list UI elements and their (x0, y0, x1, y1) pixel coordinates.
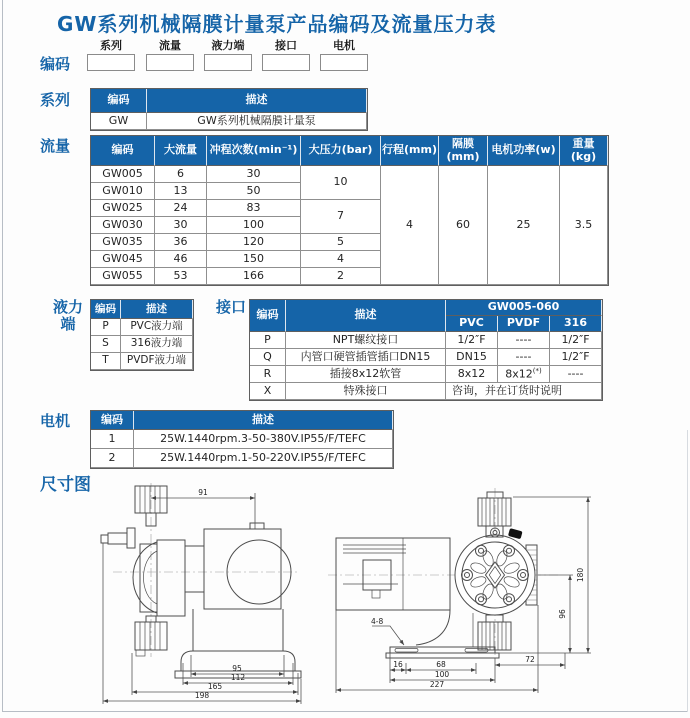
code-field-motor (320, 39, 368, 71)
cell: T (91, 353, 121, 370)
code-input-box[interactable] (262, 54, 310, 71)
col-header: 316 (550, 316, 602, 332)
dim-mount-holes: 4-8 (371, 617, 384, 626)
series-table (90, 88, 368, 131)
cell: ---- (498, 332, 550, 349)
footnote-marker: (*) (532, 366, 542, 375)
cell: 特殊接口 (286, 383, 446, 400)
table-row (91, 319, 193, 336)
col-header: 编码 (91, 89, 147, 113)
col-header: 编码 (91, 300, 121, 319)
page-border-right (687, 430, 688, 712)
col-header: 重量(kg) (560, 136, 608, 166)
cell-merged-power: 25 (488, 166, 560, 285)
col-header: 大压力(bar) (301, 136, 381, 166)
cell: 53 (155, 268, 207, 285)
dimension-figure-label: 尺寸图 (40, 475, 91, 495)
cell: 6 (155, 166, 207, 183)
table-row (250, 366, 602, 383)
table-row (91, 113, 367, 130)
code-field-series (87, 39, 135, 71)
cell-value: 8x12 (505, 367, 533, 381)
pump-outline (101, 486, 301, 678)
code-input-box[interactable] (204, 54, 252, 71)
table-header-row (91, 136, 608, 166)
cell: GW035 (91, 234, 155, 251)
dim-center-height: 96 (558, 609, 567, 619)
code-field-label: 电机 (333, 39, 355, 52)
dimension-lines (103, 493, 301, 704)
coding-section-label: 编码 (40, 55, 71, 73)
cell: 50 (207, 183, 301, 200)
code-field-flow (146, 39, 194, 71)
cell-merged-weight: 3.5 (560, 166, 608, 285)
cell: 150 (207, 251, 301, 268)
cell: 46 (155, 251, 207, 268)
col-header: 编码 (91, 136, 155, 166)
col-header: 编码 (250, 300, 286, 332)
col-header: PVDF (498, 316, 550, 332)
col-header: 隔膜(mm) (439, 136, 488, 166)
cell-merged-pressure: 10 (301, 166, 381, 200)
cell: 25W.1440rpm.1-50-220V.IP55/F/TEFC (134, 449, 393, 468)
centerlines (113, 483, 299, 657)
dim-height: 180 (576, 567, 585, 583)
series-section-label: 系列 (40, 91, 71, 109)
hydraulic-end-section-label: 液力端 (52, 298, 83, 333)
col-header: 描述 (121, 300, 193, 319)
cell: 2 (91, 449, 134, 468)
cell: 4 (301, 251, 381, 268)
cell: GW045 (91, 251, 155, 268)
col-header: 行程(mm) (381, 136, 439, 166)
cell: X (250, 383, 286, 400)
code-field-label: 系列 (100, 39, 122, 52)
table-row (91, 166, 608, 183)
col-header: 大流量 (155, 136, 207, 166)
table-header-row (91, 300, 193, 319)
code-field-label: 液力端 (211, 39, 245, 52)
cell: 36 (155, 234, 207, 251)
col-header: PVC (446, 316, 498, 332)
col-header: 编码 (91, 411, 134, 430)
cell: DN15 (446, 349, 498, 366)
cell: P (250, 332, 286, 349)
cell: 24 (155, 200, 207, 217)
cell: P (91, 319, 121, 336)
cell: GW010 (91, 183, 155, 200)
col-header-group: GW005-060 (446, 300, 602, 316)
cell: 83 (207, 200, 301, 217)
col-header: 描述 (134, 411, 393, 430)
cell: 100 (207, 217, 301, 234)
col-header: 电机功率(w) (488, 136, 560, 166)
code-field-hydraulic-end (204, 39, 252, 71)
dim-base-width: 100 (434, 670, 450, 679)
cell: GW005 (91, 166, 155, 183)
cell: 1/2″F (550, 349, 602, 366)
cell: 30 (207, 166, 301, 183)
table-row (250, 349, 602, 366)
interface-section-label: 接口 (216, 298, 247, 316)
table-row (91, 336, 193, 353)
cell: GW055 (91, 268, 155, 285)
code-field-label: 接口 (275, 39, 297, 52)
flow-section-label: 流量 (40, 137, 71, 155)
code-input-box[interactable] (146, 54, 194, 71)
cell (498, 366, 550, 383)
cell: 8x12 (446, 366, 498, 383)
cell: 1/2″F (550, 332, 602, 349)
cell: GW (91, 113, 147, 130)
cell: 316液力端 (121, 336, 193, 353)
motor-table (90, 410, 394, 469)
col-header: 描述 (286, 300, 446, 332)
cell: 13 (155, 183, 207, 200)
cell: Q (250, 349, 286, 366)
dim-total-width: 227 (429, 680, 445, 689)
cell: S (91, 336, 121, 353)
page-title: GW系列机械隔膜计量泵产品编码及流量压力表 (57, 12, 497, 36)
dim-base-inner: 95 (232, 664, 242, 673)
cell: 内管口硬管插管插口DN15 (286, 349, 446, 366)
cell: GW030 (91, 217, 155, 234)
table-header-row (91, 411, 393, 430)
table-header-row (250, 300, 602, 316)
cell-merged-diaphragm: 60 (439, 166, 488, 285)
cell-merged-stroke: 4 (381, 166, 439, 285)
cell: 30 (155, 217, 207, 234)
cell: ---- (498, 349, 550, 366)
table-row (91, 430, 393, 449)
cell: 25W.1440rpm.3-50-380V.IP55/F/TEFC (134, 430, 393, 449)
code-field-interface (262, 39, 310, 71)
cell: GW系列机械隔膜计量泵 (147, 113, 367, 130)
code-input-box[interactable] (87, 54, 135, 71)
flow-table (90, 135, 609, 286)
dim-head-offset: 72 (525, 655, 535, 664)
cell: GW025 (91, 200, 155, 217)
interface-table (249, 299, 603, 401)
cell: 5 (301, 234, 381, 251)
page-border-left (2, 0, 3, 712)
motor-section-label: 电机 (40, 412, 71, 430)
cell: PVDF液力端 (121, 353, 193, 370)
hydraulic-end-table (90, 299, 194, 371)
cell: 2 (301, 268, 381, 285)
table-row (91, 449, 393, 468)
pump-side-view-drawing (95, 483, 310, 715)
code-input-box[interactable] (320, 54, 368, 71)
table-row (250, 383, 602, 400)
code-field-label: 流量 (159, 39, 181, 52)
cell: NPT螺纹接口 (286, 332, 446, 349)
col-header: 描述 (147, 89, 367, 113)
cell: 166 (207, 268, 301, 285)
table-row (91, 353, 193, 370)
cell: PVC液力端 (121, 319, 193, 336)
pump-front-view-drawing (328, 483, 598, 715)
col-header: 冲程次数(min⁻¹) (207, 136, 301, 166)
dim-foot-offset: 16 (393, 660, 403, 669)
table-row (250, 332, 602, 349)
table-header-row (91, 89, 367, 113)
cell: 120 (207, 234, 301, 251)
dim-top-width: 91 (198, 488, 208, 497)
cell: 1/2″F (446, 332, 498, 349)
cell: 1 (91, 430, 134, 449)
cell: R (250, 366, 286, 383)
cell: 插接8x12软管 (286, 366, 446, 383)
dim-total-length: 198 (194, 691, 210, 700)
dim-base-mid: 112 (230, 673, 246, 682)
dim-base-outer: 165 (207, 682, 223, 691)
cell-merged-pressure: 7 (301, 200, 381, 234)
dim-foot-span: 68 (436, 660, 446, 669)
cell-note: 咨询，并在订货时说明 (446, 383, 602, 400)
cell: ---- (550, 366, 602, 383)
